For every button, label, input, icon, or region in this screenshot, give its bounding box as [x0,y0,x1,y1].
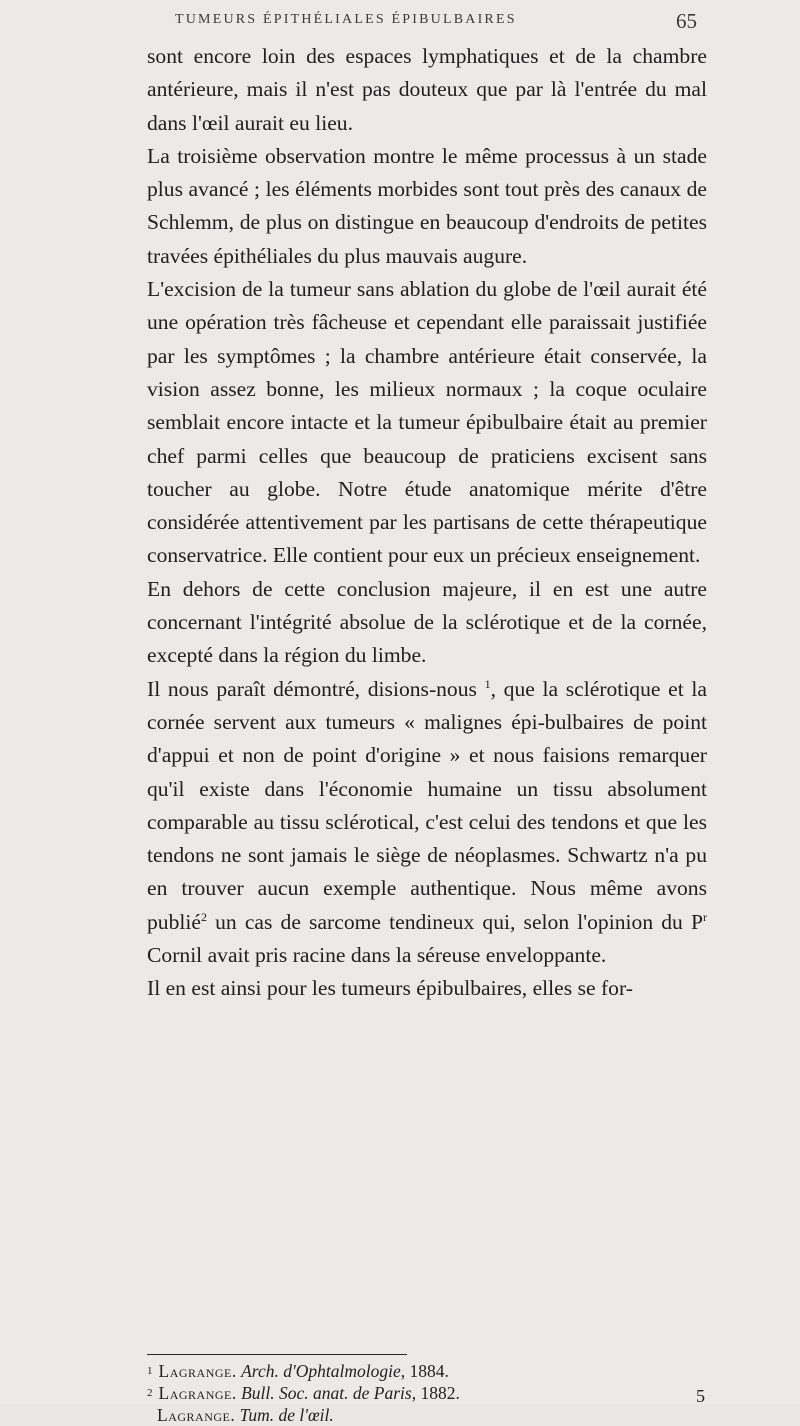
signature-author: Lagrange. [157,1405,236,1425]
running-head [0,9,800,38]
signature-line [147,1404,717,1426]
paragraph-3: L'excision de la tumeur sans ablation du globe de l'œil aurait été une opération très fâcheuse et cependant elle paraissait justifiée par les symptômes ; la chambre antérieure était conservée, la vision assez bonne, les milieux normaux ; la coque oculaire semblait encore intacte et la tumeur épibulbaire était au premier chef parmi celles que beaucoup de praticiens excisent sans toucher au globe. Notre étude anatomique mérite d'être considérée attentivement par les partisans de cette thérapeutique conservatrice. Elle contient pour eux un précieux enseignement. [147,277,707,568]
paragraph-2: La troisième observation montre le même processus à un stade plus avancé ; les éléments morbides sont tout près des canaux de Schlemm, de plus on distingue en beaucoup d'endroits de petites travées épithéliales du plus mauvais augure. [147,143,707,268]
paragraph-5-text-b: , que la sclérotique et la cornée servent aux tumeurs « malignes épi-bulbaires de point d'appui et non de point d'origine » et nous faisions remarquer qu'il existe dans l'économie humaine un tissu absolument comparable au tissu sclérotical, c'est celui des tendons et que les tendons ne sont jamais le siège de néoplasmes. Schwartz n'a pu en trouver aucun exemple authentique. Nous même avons publié [147,676,707,934]
paragraph-5-text-d: Cornil avait pris racine dans la séreuse enveloppante. [147,943,607,968]
footnote-ref-1[interactable]: 1 [484,676,491,691]
paragraph-5-text-c: un cas de sarcome tendineux qui, selon l'opinion du P [206,909,703,934]
footnote-1-rest: , 1884. [400,1361,449,1381]
footnote-2-author: Lagrange. [158,1383,237,1403]
footnote-ref-2[interactable]: 2 [200,909,207,924]
professor-abbrev-sup: r [703,909,707,924]
footnote-2-mark: 2 [147,1387,153,1399]
paragraph-5 [147,673,707,973]
footnote-2 [147,1382,717,1404]
footnote-1-author: Lagrange. [158,1361,237,1381]
footnote-2-title: Bull. Soc. anat. de Paris [241,1383,412,1403]
footnote-1-title: Arch. d'Ophtalmologie [241,1361,401,1381]
footnote-1-mark: 1 [147,1365,153,1377]
signature-title: Tum. de l'œil. [239,1405,334,1425]
paragraph-1: sont encore loin des espaces lymphatiques et de la chambre antérieure, mais il n'est pas douteux que par là l'entrée du mal dans l'œil aurait eu lieu. [147,44,707,135]
footnote-2-rest: , 1882. [411,1383,460,1403]
running-title: TUMEURS ÉPITHÉLIALES ÉPIBULBAIRES [175,12,517,27]
paragraph-6: Il en est ainsi pour les tumeurs épibulbaires, elles se for- [147,976,633,1001]
footnotes [147,1360,717,1426]
sheet-signature-number: 5 [696,1386,705,1406]
footnote-1 [147,1360,717,1382]
paragraph-4: En dehors de cette conclusion majeure, il en est une autre concernant l'intégrité absolue de la sclérotique et de la cornée, excepté dans la région du limbe. [147,576,707,668]
footnote-rule [147,1354,407,1355]
paragraph-5-text-a: Il nous paraît démontré, disions-nous [147,676,485,701]
body-text [147,40,707,1006]
page-number: 65 [676,9,697,33]
